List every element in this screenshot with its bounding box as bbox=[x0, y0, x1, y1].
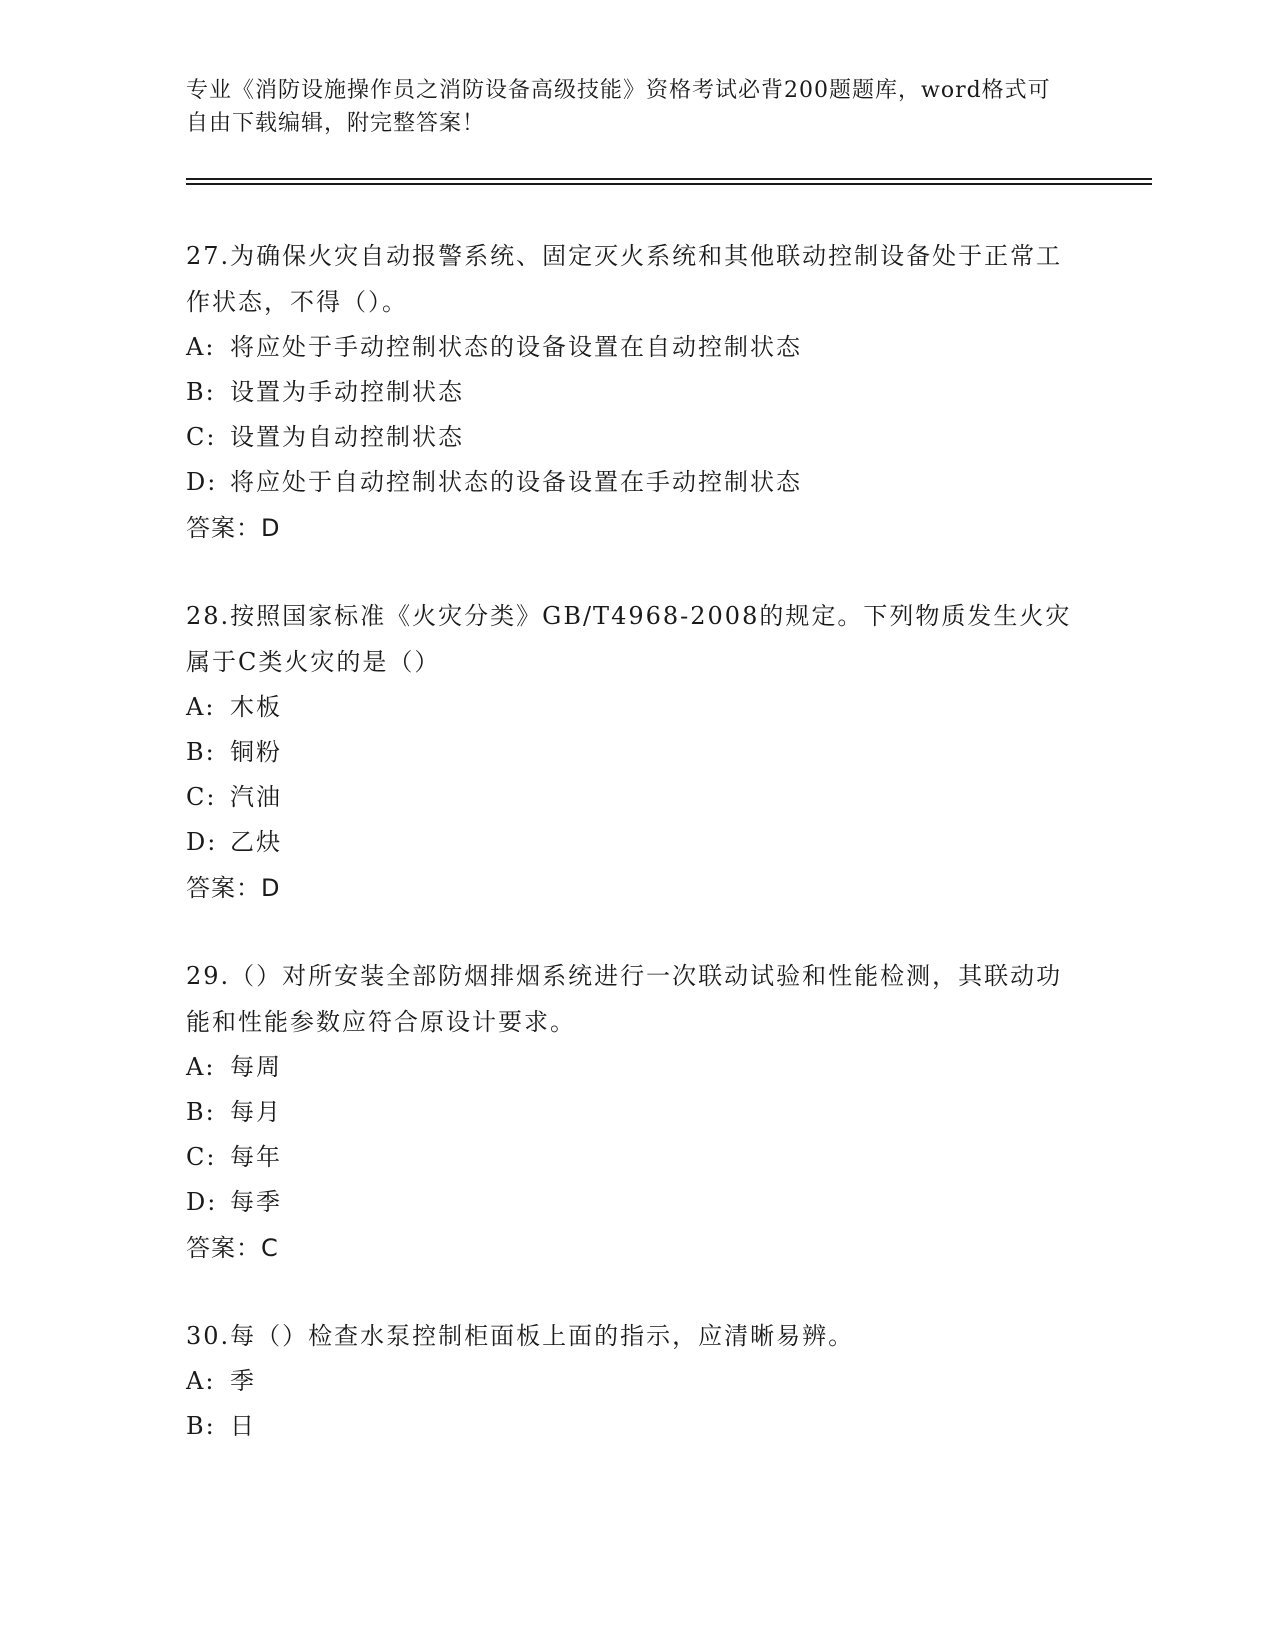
option-text: 将应处于自动控制状态的设备设置在手动控制状态 bbox=[230, 468, 802, 496]
option-key: C: bbox=[186, 783, 217, 811]
option-text: 木板 bbox=[230, 693, 282, 721]
option-text: 每季 bbox=[230, 1188, 282, 1216]
answer-value: D bbox=[261, 514, 281, 542]
option-key: D: bbox=[186, 1188, 218, 1216]
option-key: D: bbox=[186, 468, 218, 496]
option-text: 每月 bbox=[230, 1098, 282, 1126]
option-key: B: bbox=[186, 738, 216, 766]
option-b bbox=[186, 1404, 1086, 1449]
option-text: 设置为手动控制状态 bbox=[230, 378, 464, 406]
option-text: 每周 bbox=[230, 1053, 282, 1081]
option-text: 铜粉 bbox=[230, 738, 282, 766]
option-text: 乙炔 bbox=[230, 828, 282, 856]
option-d bbox=[186, 1180, 1086, 1225]
question-stem: 28.按照国家标准《火灾分类》GB/T4968-2008的规定。下列物质发生火灾属于C类火灾的是（） bbox=[186, 602, 1072, 676]
option-key: C: bbox=[186, 423, 217, 451]
question-stem: 27.为确保火灾自动报警系统、固定灭火系统和其他联动控制设备处于正常工作状态，不得（）。 bbox=[186, 242, 1063, 316]
answer-label: 答案： bbox=[186, 514, 261, 542]
question-stem: 29.（）对所安装全部防烟排烟系统进行一次联动试验和性能检测，其联动功能和性能参数应符合原设计要求。 bbox=[186, 962, 1063, 1036]
option-key: A: bbox=[186, 693, 216, 721]
question-list bbox=[186, 233, 1086, 1491]
option-c bbox=[186, 1135, 1086, 1180]
option-a bbox=[186, 685, 1086, 730]
header-divider-bottom bbox=[186, 183, 1152, 185]
answer-line bbox=[186, 505, 1086, 551]
option-b bbox=[186, 370, 1086, 415]
option-text: 设置为自动控制状态 bbox=[230, 423, 464, 451]
option-d bbox=[186, 460, 1086, 505]
header-divider-top bbox=[186, 178, 1152, 180]
option-a bbox=[186, 325, 1086, 370]
question-29 bbox=[186, 953, 1086, 1271]
option-d bbox=[186, 820, 1086, 865]
answer-value: C bbox=[261, 1234, 279, 1262]
question-28 bbox=[186, 593, 1086, 911]
question-30 bbox=[186, 1313, 1086, 1449]
option-key: A: bbox=[186, 333, 216, 361]
answer-label: 答案： bbox=[186, 874, 261, 902]
option-c bbox=[186, 775, 1086, 820]
question-27 bbox=[186, 233, 1086, 551]
option-key: B: bbox=[186, 1098, 216, 1126]
answer-line bbox=[186, 1225, 1086, 1271]
option-key: A: bbox=[186, 1053, 216, 1081]
option-key: C: bbox=[186, 1143, 217, 1171]
option-text: 日 bbox=[230, 1412, 256, 1440]
document-intro: 专业《消防设施操作员之消防设备高级技能》资格考试必背200题题库，word格式可自由下载编辑，附完整答案！ bbox=[186, 78, 1051, 136]
option-c bbox=[186, 415, 1086, 460]
option-text: 汽油 bbox=[230, 783, 282, 811]
question-stem: 30.每（）检查水泵控制柜面板上面的指示，应清晰易辨。 bbox=[186, 1322, 855, 1350]
option-key: B: bbox=[186, 1412, 216, 1440]
option-text: 每年 bbox=[230, 1143, 282, 1171]
option-key: A: bbox=[186, 1367, 216, 1395]
option-b bbox=[186, 730, 1086, 775]
option-a bbox=[186, 1359, 1086, 1404]
answer-value: D bbox=[261, 874, 281, 902]
answer-line bbox=[186, 865, 1086, 911]
option-a bbox=[186, 1045, 1086, 1090]
answer-label: 答案： bbox=[186, 1234, 261, 1262]
option-text: 季 bbox=[230, 1367, 256, 1395]
option-key: B: bbox=[186, 378, 216, 406]
option-text: 将应处于手动控制状态的设备设置在自动控制状态 bbox=[230, 333, 802, 361]
option-key: D: bbox=[186, 828, 218, 856]
option-b bbox=[186, 1090, 1086, 1135]
